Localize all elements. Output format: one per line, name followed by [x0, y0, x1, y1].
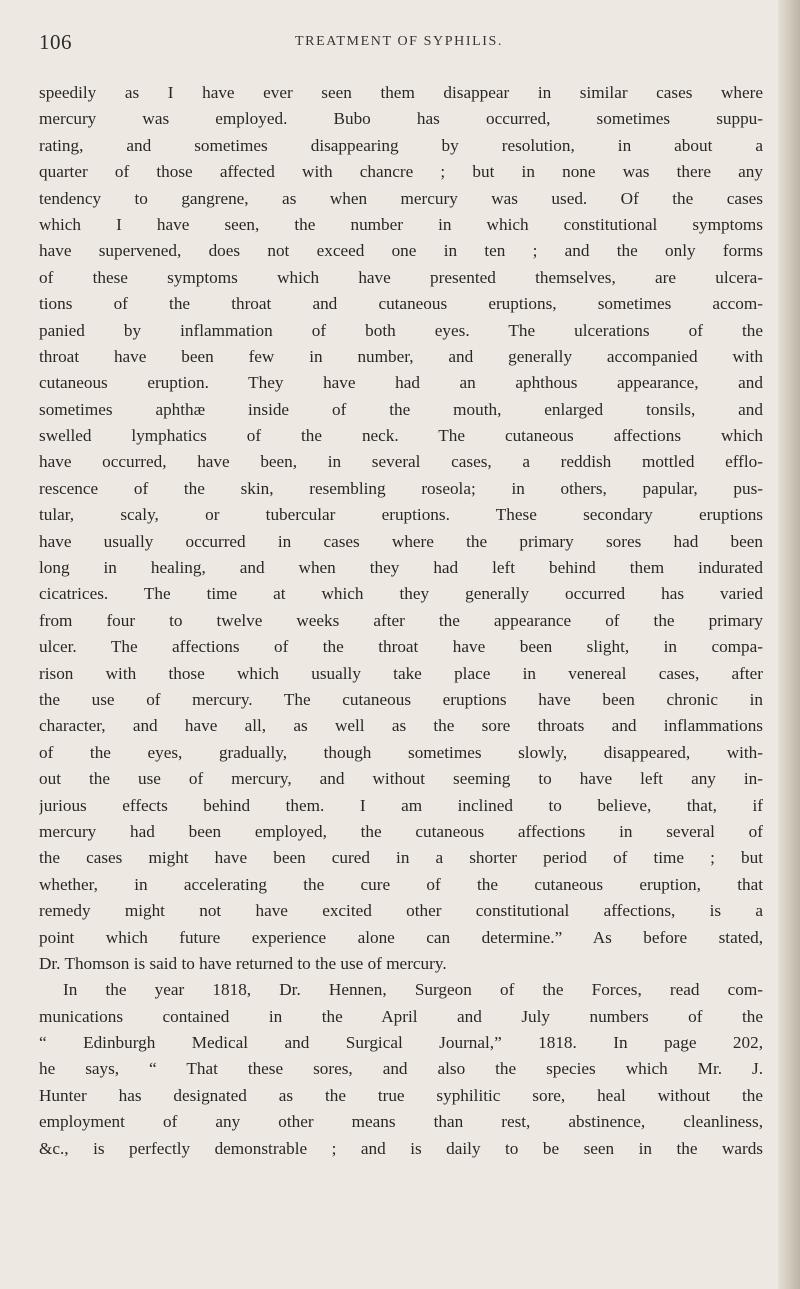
text-line: from four to twelve weeks after the appearance of the primary	[39, 610, 763, 630]
text-line: remedy might not have excited other constitutional affections, is a	[39, 901, 763, 921]
text-line: of the eyes, gradually, though sometimes slowly, disappeared, with-	[39, 742, 763, 762]
text-line: In the year 1818, Dr. Hennen, Surgeon of the Forces, read com-	[63, 980, 763, 1000]
page-number: 106	[39, 30, 72, 54]
text-line: Dr. Thomson is said to have returned to the use of mercury.	[39, 953, 447, 973]
text-line: cicatrices. The time at which they generally occurred has varied	[39, 584, 763, 604]
text-line: throat have been few in number, and generally accompanied with	[39, 346, 763, 366]
text-line: ulcer. The affections of the throat have been slight, in compa-	[39, 637, 763, 657]
text-line: mercury was employed. Bubo has occurred, sometimes suppu-	[39, 109, 763, 129]
text-line: he says, “ That these sores, and also the species which Mr. J.	[39, 1059, 763, 1079]
text-line: which I have seen, the number in which constitutional symptoms	[39, 214, 763, 234]
page-header	[39, 30, 759, 60]
text-line: point which future experience alone can determine.” As before stated,	[39, 927, 763, 947]
text-line: rating, and sometimes disappearing by resolution, in about a	[39, 135, 763, 155]
text-line: employment of any other means than rest, abstinence, cleanliness,	[39, 1112, 763, 1132]
text-line: speedily as I have ever seen them disappear in similar cases where	[39, 83, 763, 102]
text-line: whether, in accelerating the cure of the cutaneous eruption, that	[39, 874, 763, 894]
text-line: rescence of the skin, resembling roseola; in others, papular, pus-	[39, 478, 763, 498]
running-head: TREATMENT OF SYPHILIS.	[294, 34, 503, 49]
text-line: &c., is perfectly demonstrable ; and is daily to be seen in the wards	[39, 1138, 763, 1158]
text-line: sometimes aphthæ inside of the mouth, enlarged tonsils, and	[39, 399, 763, 419]
text-line: the cases might have been cured in a shorter period of time ; but	[39, 848, 763, 868]
text-line: “ Edinburgh Medical and Surgical Journal,” 1818. In page 202,	[39, 1033, 763, 1053]
text-line: out the use of mercury, and without seeming to have left any in-	[39, 769, 763, 789]
text-line: Hunter has designated as the true syphilitic sore, heal without the	[39, 1085, 763, 1105]
text-line: panied by inflammation of both eyes. The ulcerations of the	[39, 320, 763, 340]
text-line: swelled lymphatics of the neck. The cutaneous affections which	[39, 426, 763, 446]
text-line: tendency to gangrene, as when mercury was used. Of the cases	[39, 188, 763, 208]
page-edge-shadow	[778, 0, 800, 1289]
text-line: have supervened, does not exceed one in ten ; and the only forms	[39, 241, 763, 261]
text-line: tular, scaly, or tubercular eruptions. These secondary eruptions	[39, 505, 763, 525]
text-line: tions of the throat and cutaneous eruptions, sometimes accom-	[39, 294, 763, 314]
text-line: have usually occurred in cases where the primary sores had been	[39, 531, 763, 551]
text-line: character, and have all, as well as the sore throats and inflammations	[39, 716, 763, 736]
body-text	[39, 80, 763, 1162]
text-line: munications contained in the April and July numbers of the	[39, 1006, 763, 1026]
text-line: long in healing, and when they had left behind them indurated	[39, 558, 763, 578]
text-line: rison with those which usually take place in venereal cases, after	[39, 663, 763, 683]
text-line: quarter of those affected with chancre ; but in none was there any	[39, 162, 763, 182]
text-line: of these symptoms which have presented themselves, are ulcera-	[39, 267, 763, 287]
text-line: cutaneous eruption. They have had an aphthous appearance, and	[39, 373, 763, 393]
text-line: have occurred, have been, in several cases, a reddish mottled efflo-	[39, 452, 763, 472]
text-line: mercury had been employed, the cutaneous affections in several of	[39, 821, 763, 841]
text-line: jurious effects behind them. I am inclined to believe, that, if	[39, 795, 763, 815]
text-line: the use of mercury. The cutaneous eruptions have been chronic in	[39, 689, 763, 709]
